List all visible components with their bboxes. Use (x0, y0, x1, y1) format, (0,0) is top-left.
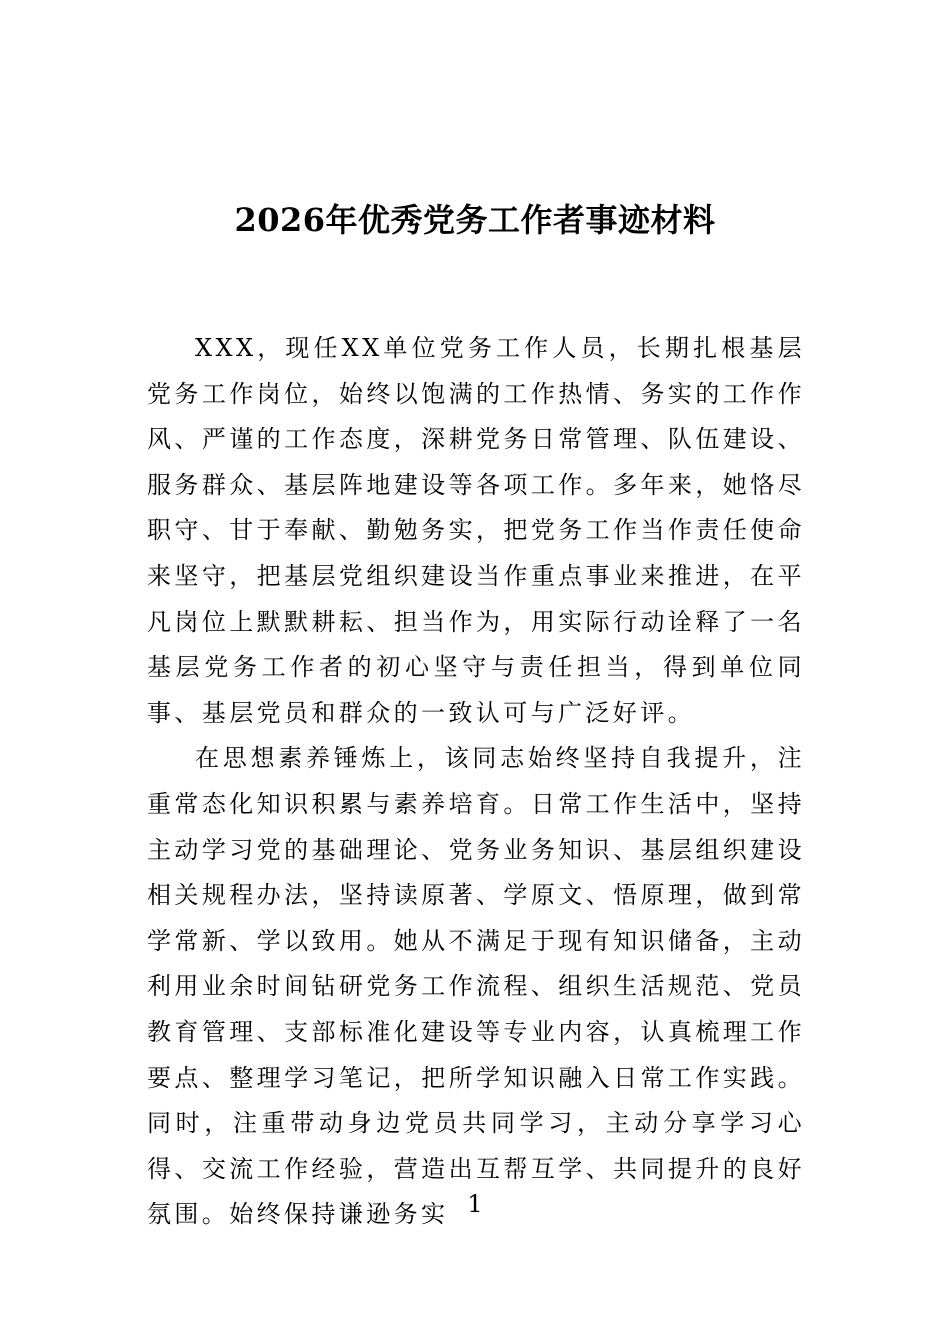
paragraph-intro: XXX，现任XX单位党务工作人员，长期扎根基层党务工作岗位，始终以饱满的工作热情、务实的工作作风、严谨的工作态度，深耕党务日常管理、队伍建设、服务群众、基层阵地建设等各项工作。多年来，她恪尽职守、甘于奉献、勤勉务实，把党务工作当作责任使命来坚守，把基层党组织建设当作重点事业来推进，在平凡岗位上默默耕耘、担当作为，用实际行动诠释了一名基层党务工作者的初心坚守与责任担当，得到单位同事、基层党员和群众的一致认可与广泛好评。 (147, 334, 805, 727)
document-body (147, 326, 805, 1238)
document-title: 2026年优秀党务工作者事迹材料 (234, 201, 716, 239)
paragraph-thought-cultivation: 在思想素养锤炼上，该同志始终坚持自我提升，注重常态化知识积累与素养培育。日常工作生活中，坚持主动学习党的基础理论、党务业务知识、基层组织建设相关规程办法，坚持读原著、学原文、悟原理，做到常学常新、学以致用。她从不满足于现有知识储备，主动利用业余时间钻研党务工作流程、组织生活规范、党员教育管理、支部标准化建设等专业内容，认真梳理工作要点、整理学习笔记，把所学知识融入日常工作实践。同时，注重带动身边党员共同学习，主动分享学习心得、交流工作经验，营造出互帮互学、共同提升的良好氛围。始终保持谦逊务实 (147, 744, 805, 1229)
page-number: 1 (467, 1190, 483, 1218)
